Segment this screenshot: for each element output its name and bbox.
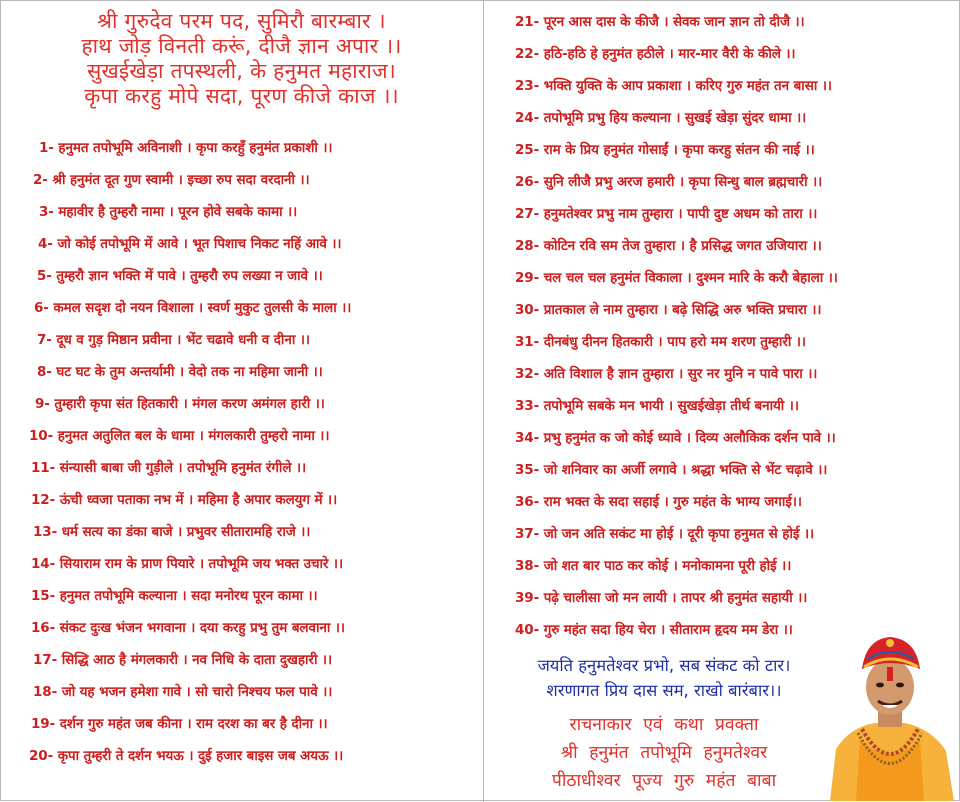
verse-23: 23- भक्ति युक्ति के आप प्रकाशा । करिए गुरु महंत तन बासा ।। <box>515 78 832 94</box>
verse-12: 12- ऊंची ध्वजा पताका नभ में । महिमा है अपार कलयुग में ।। <box>31 492 338 508</box>
verse-34: 34- प्रभु हनुमंत क जो कोई ध्यावे । दिव्य अलौकिक दर्शन पावे ।। <box>515 430 836 446</box>
verse-28: 28- कोटिन रवि सम तेज तुम्हारा । है प्रसिद्ध जगत उजियारा ।। <box>515 238 822 254</box>
author-line: पीठाधीश्वर पूज्य गुरु महंत बाबा <box>551 771 777 791</box>
right-column <box>484 1 960 802</box>
verse-17: 17- सिद्धि आठ है मंगलकारी । नव निधि के दाता दुखहारी ।। <box>33 652 332 668</box>
verse-9: 9- तुम्हारी कृपा संत हितकारी । मंगल करण अमंगल हारी ।। <box>35 396 325 412</box>
author-line: राचनाकार एवं कथा प्रवक्ता <box>569 715 759 735</box>
left-column <box>1 1 482 802</box>
verse-25: 25- राम के प्रिय हनुमंत गोसाईं । कृपा करहु संतन की नाई ।। <box>515 142 815 158</box>
verse-35: 35- जो शनिवार का अर्जी लगावे । श्रद्धा भक्ति से भेंट चढ़ावे ।। <box>515 462 828 478</box>
verse-38: 38- जो शत बार पाठ कर कोई । मनोकामना पूरी होई ।। <box>515 558 792 574</box>
verse-22: 22- हठि-हठि हे हनुमंत हठीले । मार-मार वैरी के कीले ।। <box>515 46 796 62</box>
verse-15: 15- हनुमत तपोभूमि कल्याना । सदा मनोरथ पूरन कामा ।। <box>31 588 318 604</box>
invocation-line: कृपा करहु मोपे सदा, पूरण कीजे काज ।। <box>84 84 399 108</box>
verse-4: 4- जो कोई तपोभूमि में आवे । भूत पिशाच निकट नहिं आवे ।। <box>38 236 342 252</box>
verse-29: 29- चल चल चल हनुमंत विकाला । दुश्मन मारि के करौ बेहाला ।। <box>515 270 838 286</box>
verse-39: 39- पढ़े चालीसा जो मन लायी । तापर श्री हनुमंत सहायी ।। <box>515 590 808 606</box>
closing-line: जयति हनुमतेश्वर प्रभो, सब संकट को टार। <box>537 656 791 675</box>
verse-3: 3- महावीर है तुम्हरौ नामा । पूरन होवे सबके कामा ।। <box>39 204 298 220</box>
author-line: श्री हनुमंत तपोभूमि हनुमतेश्वर <box>560 743 768 763</box>
verse-10: 10- हनुमत अतुलित बल के धामा । मंगलकारी तुम्हरो नामा ।। <box>29 428 330 444</box>
verse-24: 24- तपोभूमि प्रभु हिय कल्याना । सुखई खेड़ा सुंदर धामा ।। <box>515 110 807 126</box>
closing-line: शरणागत प्रिय दास सम, राखो बारंबार।। <box>546 681 782 700</box>
portrait-image <box>820 629 960 801</box>
verse-21: 21- पूरन आस दास के कीजै । सेवक जान ज्ञान तो दीजै ।। <box>515 14 805 30</box>
verse-36: 36- राम भक्त के सदा सहाई । गुरु महंत के भाग्य जगाई।। <box>515 494 802 510</box>
verse-16: 16- संकट दुःख भंजन भगवाना । दया करहु प्रभु तुम बलवाना ।। <box>31 620 345 636</box>
verse-37: 37- जो जन अति सकंट मा होई । दूरी कृपा हनुमत से होई ।। <box>515 526 814 542</box>
verse-7: 7- दूध व गुड़ मिष्ठान प्रवीना । भेंट चढावे धनी व दीना ।। <box>37 332 310 348</box>
verse-19: 19- दर्शन गुरु महंत जब कीना । राम दरश का बर है दीना ।। <box>31 716 328 732</box>
verse-32: 32- अति विशाल है ज्ञान तुम्हारा । सुर नर मुनि न पावे पारा ।। <box>515 366 818 382</box>
invocation-line: श्री गुरुदेव परम पद, सुमिरौ बारम्बार । <box>97 9 386 33</box>
verse-30: 30- प्रातकाल ले नाम तुम्हारा । बढ़े सिद्धि अरु भक्ति प्रचारा ।। <box>515 302 822 318</box>
verse-14: 14- सियाराम राम के प्राण पियारे । तपोभूमि जय भक्त उचारे ।। <box>31 556 343 572</box>
verse-40: 40- गुरु महंत सदा हिय चेरा । सीताराम हृदय मम डेरा ।। <box>515 622 793 638</box>
verse-13: 13- धर्म सत्य का डंका बाजे । प्रभुवर सीतारामहि राजे ।। <box>33 524 311 540</box>
verse-27: 27- हनुमतेश्वर प्रभु नाम तुम्हारा । पापी दुष्ट अधम को तारा ।। <box>515 206 818 222</box>
verse-11: 11- संन्यासी बाबा जी गुड़ीले । तपोभूमि हनुमंत रंगीले ।। <box>31 460 307 476</box>
verse-6: 6- कमल सदृश दो नयन विशाला । स्वर्ण मुकुट तुलसी के माला ।। <box>34 300 352 316</box>
verse-2: 2- श्री हनुमंत दूत गुण स्वामी । इच्छा रुप सदा वरदानी ।। <box>33 172 310 188</box>
verse-26: 26- सुनि लीजै प्रभु अरज हमारी । कृपा सिन्धु बाल ब्रह्मचारी ।। <box>515 174 823 190</box>
verse-33: 33- तपोभूमि सबके मन भायी । सुखईखेड़ा तीर्थ बनायी ।। <box>515 398 799 414</box>
invocation-doha <box>1 9 482 109</box>
invocation-line: हाथ जोड़ विनती करूं, दीजै ज्ञान अपार ।। <box>81 34 402 58</box>
verse-1: 1- हनुमत तपोभूमि अविनाशी । कृपा करहुँ हनुमंत प्रकाशी ।। <box>39 140 333 156</box>
verse-20: 20- कृपा तुम्हरी ते दर्शन भयऊ । दुई हजार बाइस जब अयऊ ।। <box>29 748 344 764</box>
verse-31: 31- दीनबंधु दीनन हितकारी । पाप हरो मम शरण तुम्हारी ।। <box>515 334 806 350</box>
closing-doha <box>484 653 844 703</box>
verse-5: 5- तुम्हरौ ज्ञान भक्ति में पावे । तुम्हरौ रुप लख्या न जावे ।। <box>37 268 323 284</box>
invocation-line: सुखईखेड़ा तपस्थली, के हनुमत महाराज। <box>87 59 396 83</box>
author-credit <box>484 711 844 795</box>
verse-8: 8- घट घट के तुम अन्तर्यामी । वेदो तक ना महिमा जानी ।। <box>37 364 323 380</box>
verse-18: 18- जो यह भजन हमेशा गावे । सो चारो निश्चय फल पावे ।। <box>33 684 333 700</box>
